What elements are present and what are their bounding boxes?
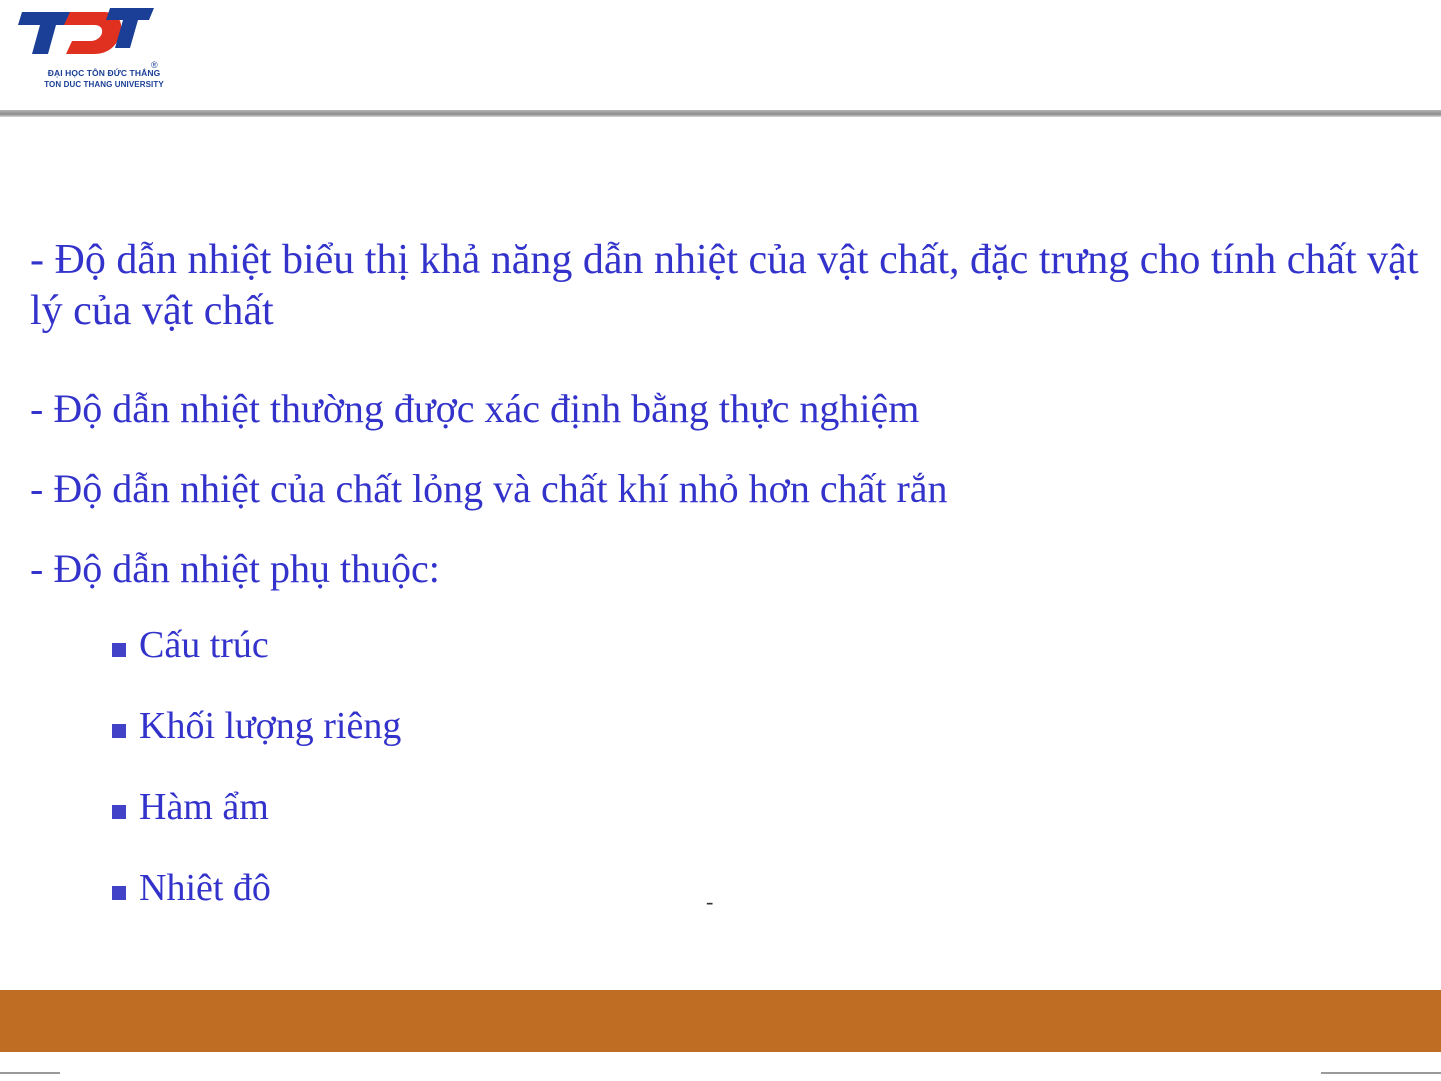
square-bullet-icon [112,643,126,657]
list-item-label: Nhiêt đô [139,867,271,909]
stray-dash-mark: - [706,889,714,914]
registered-mark: ® [151,60,158,70]
logo-name-vi: ĐẠI HỌC TÔN ĐỨC THẮNG [47,68,161,78]
list-item-label: Cấu trúc [139,624,269,666]
header-divider [0,110,1441,117]
bullet-list [112,625,1112,949]
logo-name-en: TON DUC THANG UNIVERSITY [44,80,164,89]
footer-tick-right [1321,1072,1441,1074]
list-item [112,868,1112,949]
list-item [112,625,1112,706]
slide-header [0,0,1441,110]
list-item [112,787,1112,868]
list-item-label: Hàm ẩm [139,786,269,828]
footer-tick-left [0,1072,60,1074]
paragraph-4: - Độ dẫn nhiệt phụ thuộc: [30,546,440,591]
square-bullet-icon [112,805,126,819]
tdt-logo-icon [18,8,154,66]
list-item [112,706,1112,787]
footer-bar [0,990,1441,1052]
paragraph-1: - Độ dẫn nhiệt biểu thị khả năng dẫn nhiệt của vật chất, đặc trưng cho tính chất vật lý của vật chất [30,237,1419,335]
paragraph-2: - Độ dẫn nhiệt thường được xác định bằng thực nghiệm [30,386,920,431]
paragraph-3: - Độ dẫn nhiệt của chất lỏng và chất khí nhỏ hơn chất rắn [30,466,948,511]
square-bullet-icon [112,724,126,738]
footer-white-strip [0,1052,1441,1081]
list-item-label: Khối lượng riêng [139,705,402,747]
slide-body [0,117,1441,977]
square-bullet-icon [112,886,126,900]
university-logo [18,8,168,100]
